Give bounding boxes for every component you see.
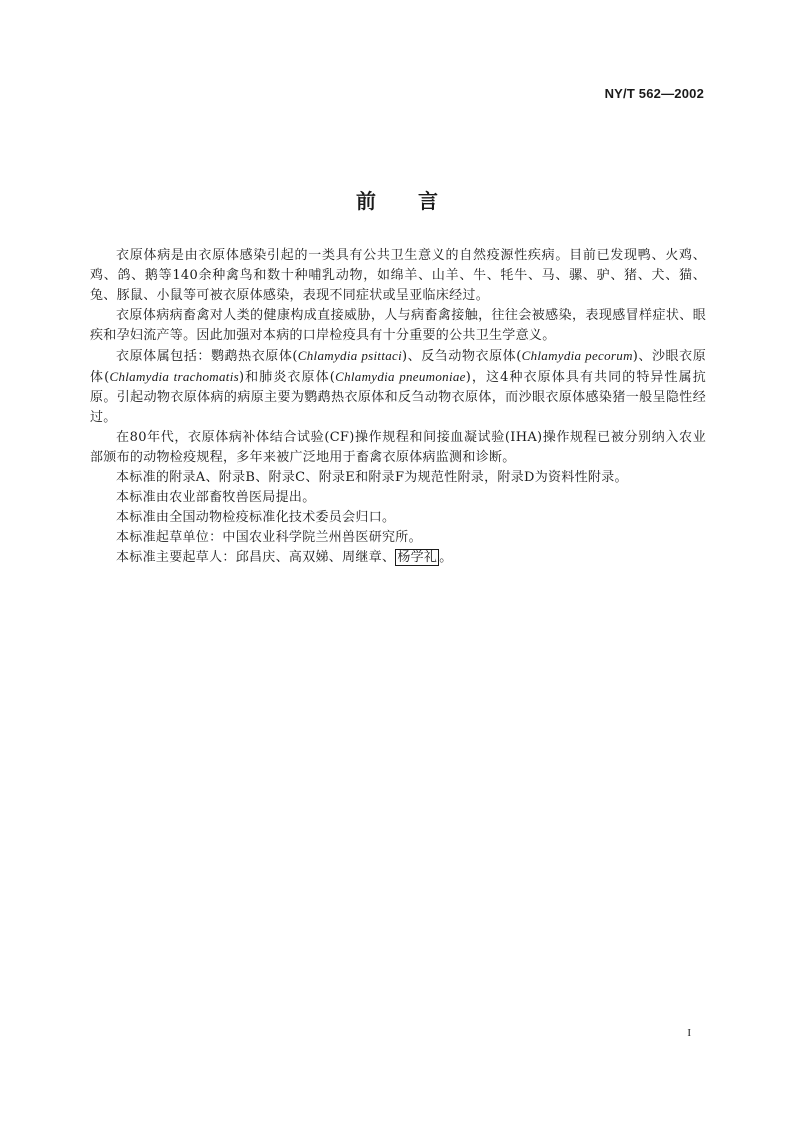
latin-name: Chlamydia pneumoniae: [335, 369, 466, 384]
boxed-name: 杨学礼: [397, 550, 438, 565]
latin-name: Chlamydia trachomatis: [109, 369, 239, 384]
paragraph-genus: [90, 346, 706, 428]
text-segment: )、反刍动物衣原体(: [402, 349, 522, 364]
paragraph-threat: 衣原体病病畜禽对人类的健康构成直接威胁，人与病畜禽接触，往往会被感染，表现感冒样症状、眼疾和孕妇流产等。因此加强对本病的口岸检疫具有十分重要的公共卫生学意义。: [90, 308, 706, 343]
paragraph-drafters: [90, 548, 706, 568]
document-body: [90, 246, 706, 568]
text-segment: )，这4种衣原体具有共同的特异性属抗原。引起动物衣原体病的病原主要为鹦鹉热衣原体和反刍动物衣原体，而沙眼衣原体感染猪一般呈隐性经过。: [90, 370, 707, 425]
paragraph-proposer: 本标准由农业部畜牧兽医局提出。: [116, 490, 316, 505]
paragraph-drafting-unit: 本标准起草单位：中国农业科学院兰州兽医研究所。: [116, 530, 422, 545]
drafters-list: 本标准主要起草人：邱昌庆、高双娣、周继章、: [116, 550, 396, 565]
standard-code: NY/T 562—2002: [604, 86, 704, 101]
paragraph-history: 在80年代，衣原体病补体结合试验(CF)操作规程和间接血凝试验(IHA)操作规程已被分别纳入农业部颁布的动物检疫规程，多年来被广泛地用于畜禽衣原体病监测和诊断。: [90, 430, 706, 465]
latin-name: Chlamydia pecorum: [521, 348, 633, 363]
page-number: I: [687, 1027, 691, 1039]
paragraph-intro: 衣原体病是由衣原体感染引起的一类具有公共卫生意义的自然疫源性疾病。目前已发现鸭、火鸡、鸡、鸽、鹅等140余种禽鸟和数十种哺乳动物，如绵羊、山羊、牛、牦牛、马、骡、驴、猪、犬、猫、兔、豚鼠、小鼠等可被衣原体感染，表现不同症状或呈亚临床经过。: [90, 248, 706, 303]
text-segment: 。: [439, 550, 453, 565]
text-segment: )和肺炎衣原体(: [238, 370, 336, 385]
paragraph-committee: 本标准由全国动物检疫标准化技术委员会归口。: [116, 510, 396, 525]
text-segment: )、沙眼衣原体(: [90, 349, 707, 385]
text-segment: 衣原体属包括：鹦鹉热衣原体(: [116, 349, 298, 364]
paragraph-appendix: 本标准的附录A、附录B、附录C、附录E和附录F为规范性附录，附录D为资料性附录。: [116, 470, 628, 485]
latin-name: Chlamydia psittaci: [297, 348, 403, 363]
page-title: 前言: [356, 189, 480, 213]
